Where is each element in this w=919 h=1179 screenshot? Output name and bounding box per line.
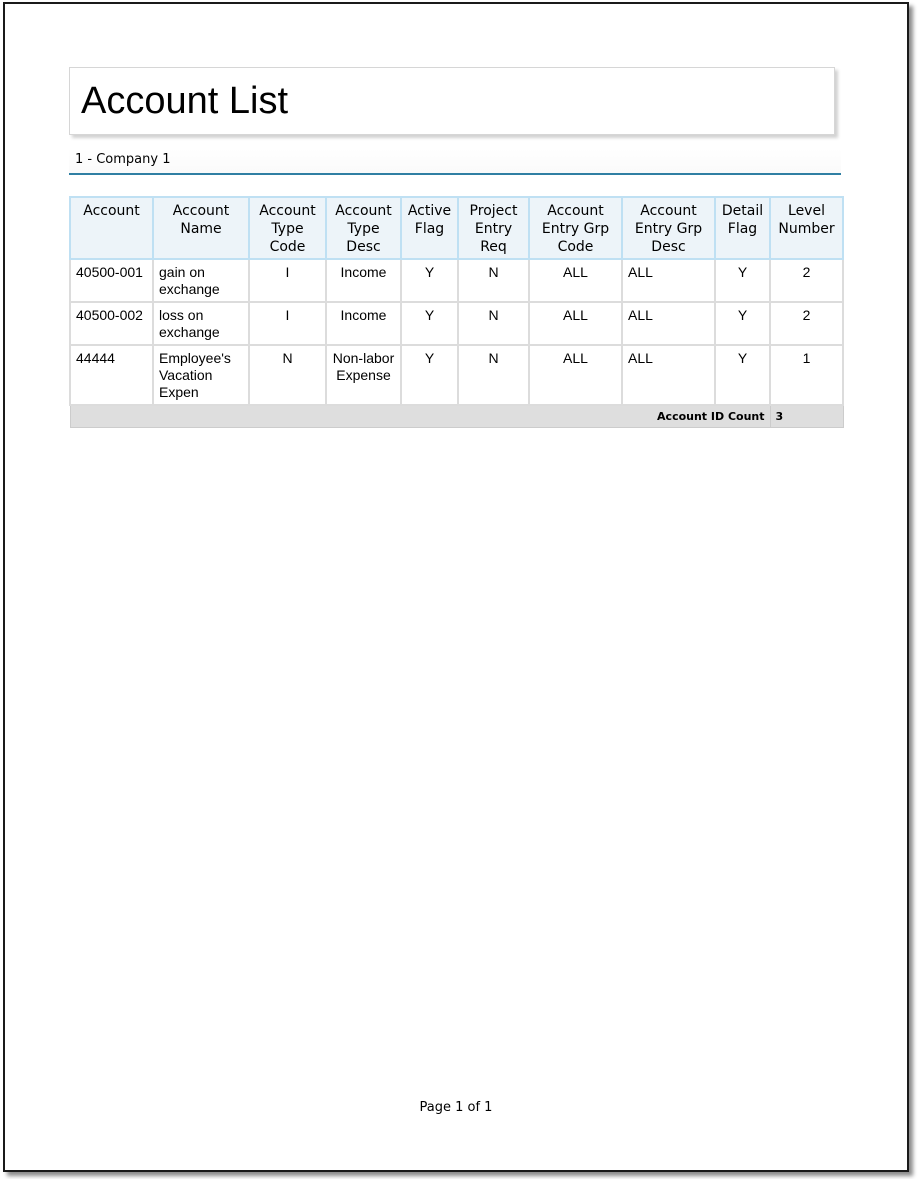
company-group-header: [69, 149, 841, 175]
cell-project-entry-req: N: [458, 302, 529, 345]
cell-account-type-desc: Income: [326, 259, 401, 302]
cell-project-entry-req: N: [458, 345, 529, 405]
cell-account: 40500-001: [70, 259, 153, 302]
cell-active-flag: Y: [401, 259, 458, 302]
cell-level-number: 2: [770, 259, 843, 302]
cell-account-type-code: I: [249, 302, 326, 345]
header-row: [70, 197, 843, 259]
cell-account: 44444: [70, 345, 153, 405]
cell-account-type-desc: Non-labor Expense: [326, 345, 401, 405]
cell-account-entry-grp-desc: ALL: [622, 345, 715, 405]
total-row: [70, 405, 843, 428]
col-header-account-entry-grp-code: Account Entry Grp Code: [529, 197, 622, 259]
title-box: [69, 67, 835, 135]
total-value: 3: [770, 405, 843, 428]
cell-level-number: 1: [770, 345, 843, 405]
col-header-account-name: Account Name: [153, 197, 249, 259]
cell-detail-flag: Y: [715, 302, 770, 345]
report-page: [3, 2, 909, 1172]
col-header-account-type-desc: Account Type Desc: [326, 197, 401, 259]
page-number: Page 1 of 1: [419, 1100, 493, 1115]
cell-account-name: gain on exchange: [153, 259, 249, 302]
cell-account-name: loss on exchange: [153, 302, 249, 345]
cell-account-entry-grp-code: ALL: [529, 345, 622, 405]
cell-active-flag: Y: [401, 345, 458, 405]
cell-level-number: 2: [770, 302, 843, 345]
table-row: [70, 345, 843, 405]
cell-detail-flag: Y: [715, 345, 770, 405]
cell-account-type-desc: Income: [326, 302, 401, 345]
cell-account-entry-grp-code: ALL: [529, 259, 622, 302]
cell-account-entry-grp-desc: ALL: [622, 259, 715, 302]
table-row: [70, 259, 843, 302]
cell-account-entry-grp-desc: ALL: [622, 302, 715, 345]
cell-account-type-code: I: [249, 259, 326, 302]
cell-account-name: Employee's Vacation Expen: [153, 345, 249, 405]
col-header-detail-flag: Detail Flag: [715, 197, 770, 259]
cell-account-type-code: N: [249, 345, 326, 405]
cell-account: 40500-002: [70, 302, 153, 345]
cell-active-flag: Y: [401, 302, 458, 345]
report-title: Account List: [81, 80, 288, 122]
table-row: [70, 302, 843, 345]
cell-detail-flag: Y: [715, 259, 770, 302]
col-header-project-entry-req: Project Entry Req: [458, 197, 529, 259]
col-header-account-entry-grp-desc: Account Entry Grp Desc: [622, 197, 715, 259]
col-header-account: Account: [70, 197, 153, 259]
cell-account-entry-grp-code: ALL: [529, 302, 622, 345]
col-header-active-flag: Active Flag: [401, 197, 458, 259]
col-header-account-type-code: Account Type Code: [249, 197, 326, 259]
company-label: 1 - Company 1: [75, 152, 171, 167]
cell-project-entry-req: N: [458, 259, 529, 302]
total-label: Account ID Count: [70, 405, 770, 428]
account-table: [69, 196, 844, 428]
col-header-level-number: Level Number: [770, 197, 843, 259]
